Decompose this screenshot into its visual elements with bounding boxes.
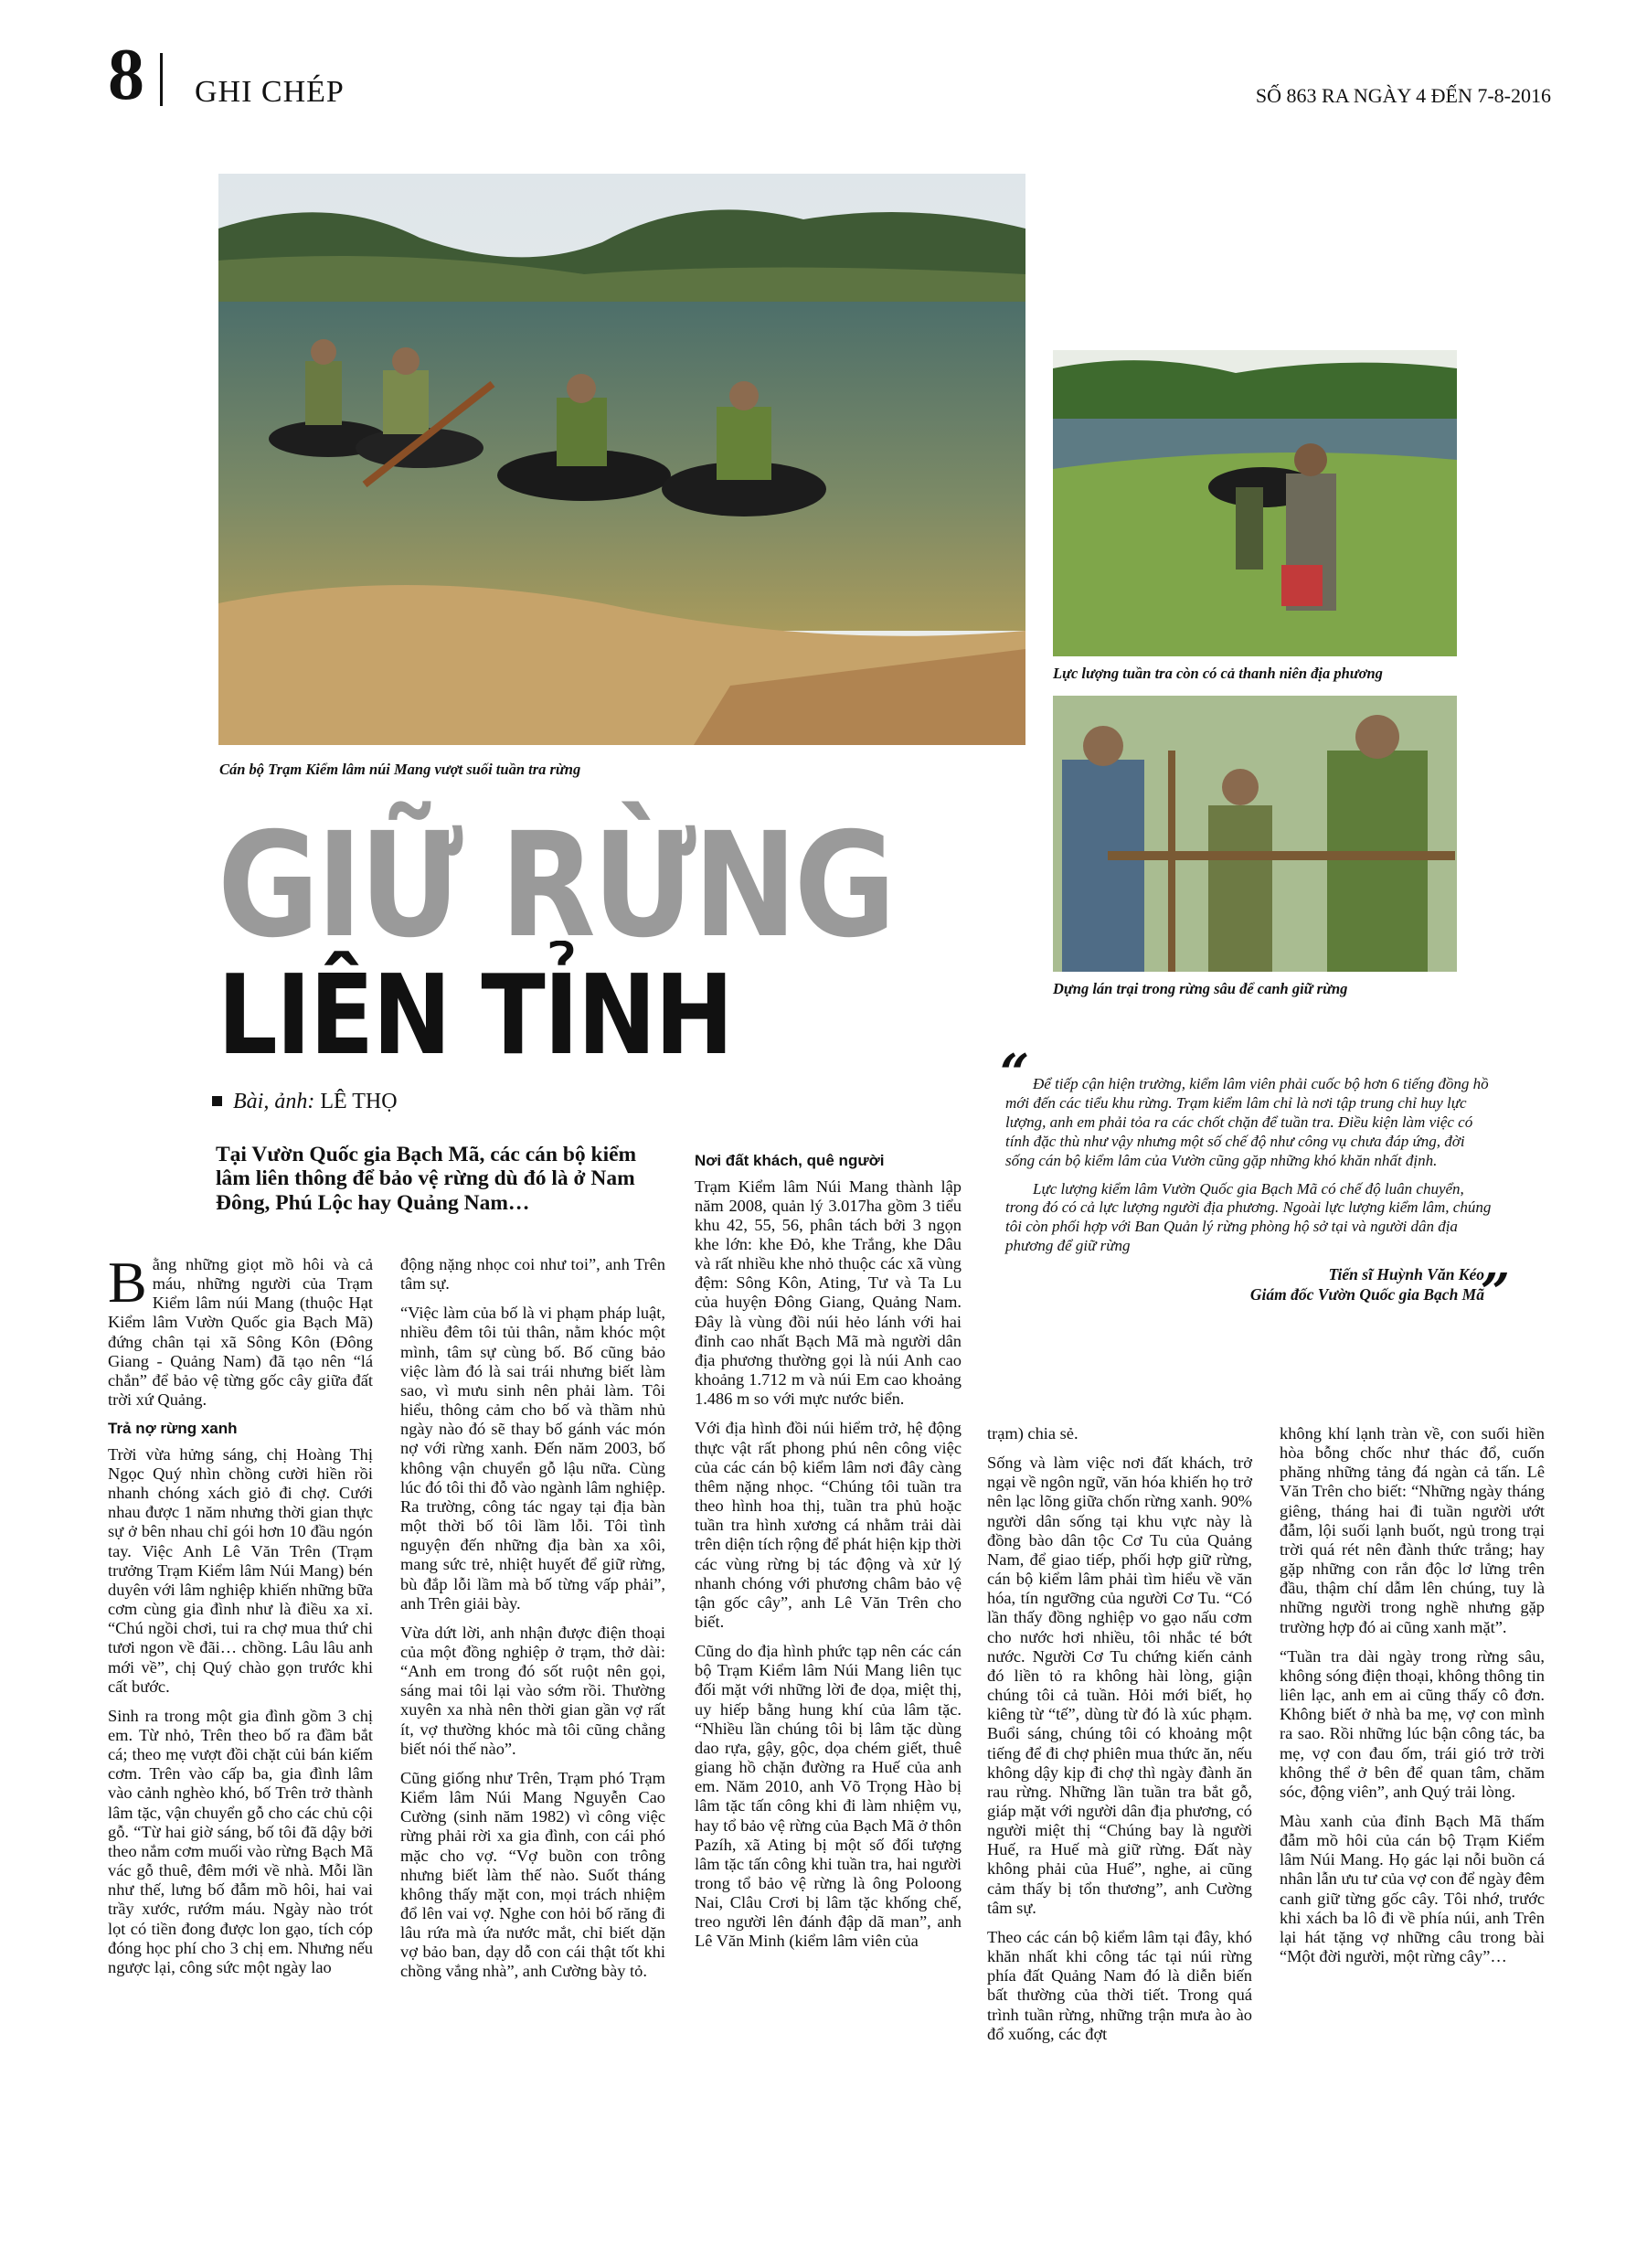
quote-signature [1005,1265,1484,1305]
paragraph: Với địa hình đồi núi hiểm trở, hệ động thực vật rất phong phú nên công việc của các cán bộ kiểm lâm nơi đây càng thêm nặng nhọc. “Chúng tôi tuần tra theo hình hoa thị, tuần tra phủ hoặc tuần tra hình xương cá nhằm trải dài trên diện tích rộng để phát hiện kịp thời các vùng rừng bị tác động và xử lý nhanh chóng với phương châm bảo vệ tận gốc cây”, anh Lê Văn Trên cho biết. [695,1419,962,1631]
article-column-2 [400,1255,665,1992]
pull-quote [1000,1043,1510,1323]
drop-cap: B [108,1250,147,1315]
photo-building-camp [1053,696,1457,972]
headline-line-2: LIÊN TỈNH [218,953,733,1080]
page-number: 8 [108,35,144,115]
article-column-3 [695,1148,962,1962]
byline-author: LÊ THỌ [320,1090,398,1113]
photo-building-camp-caption: Dựng lán trại trong rừng sâu để canh giữ rừng [1053,980,1348,997]
paragraph: Trời vừa hửng sáng, chị Hoàng Thị Ngọc Quý nhìn chồng cười hiền rồi nhanh chóng xách giỏ đi chợ. Cưới nhau được 1 năm nhưng thời gian thực sự ở bên nhau chỉ gói hơn 10 đầu ngón tay. Việc Anh Lê Văn Trên (Trạm trưởng Trạm Kiểm lâm Núi Mang) bén duyên với lâm nghiệp khiến những bữa cơm cùng gia đình như là điều xa xỉ. “Chú ngồi chơi, tui ra chợ mua thứ chi tươi ngon về đãi… chồng. Lâu lâu anh mới về”, chị Quý chào gọn trước khi cất bước. [108,1444,373,1696]
photo-young-locals-caption: Lực lượng tuần tra còn có cả thanh niên địa phương [1053,665,1383,682]
byline-square-icon [212,1096,222,1106]
article-column-4 [987,1424,1252,2054]
paragraph: “Việc làm của bố là vi phạm pháp luật, nhiều đêm tôi tủi thân, nằm khóc một mình, tâm sự cùng bố. Bố cũng bảo việc làm đó là sai trái nhưng biết làm sao, vì mưu sinh nên phải làm. Tôi hiểu, thông cảm cho bố và thầm nhủ ngày nào đó sẽ thay bố gánh vác món nợ với rừng xanh. Đến năm 2003, bố không vận chuyển gỗ lậu nữa. Cùng lúc đó tôi thi đỗ vào ngành lâm nghiệp. Ra trường, công tác ngay tại địa bàn một thời bố tôi lầm lỗi. Tôi tình nguyện đến những địa bàn xa xôi, mang sức trẻ, nhiệt huyết để giữ rừng, bù đắp lỗi lầm mà bố từng vấp phải”, anh Trên giải bày. [400,1304,665,1613]
main-photo-river-crossing [218,174,1025,745]
subheading: Trả nợ rừng xanh [108,1420,238,1438]
paragraph: trạm) chia sẻ. [987,1424,1079,1443]
byline-label: Bài, ảnh: [233,1090,315,1113]
photo-young-locals [1053,350,1457,656]
paragraph: Cũng do địa hình phức tạp nên các cán bộ Trạm Kiểm lâm Núi Mang liên tục đối mặt với những lời đe dọa, miệt thị, uy hiếp bằng hung khí của lâm tặc. “Nhiều lần chúng tôi bị lâm tặc dùng dao rựa, gậy, gộc, dọa chém giết, thuê giang hồ chặn đường ra Huế của anh em. Năm 2010, anh Võ Trọng Hào bị lâm tặc tấn công khi đi làm nhiệm vụ, hay tổ bảo vệ rừng của Bạch Mã ở thôn Pazíh, xã Ating bị một số đối tượng lâm tặc tấn công khi tuần tra, hai người trong tổ bảo vệ rừng là ông Poloong Nai, Clâu Crơi bị lâm tặc khống chế, treo người lên đánh đập dã man”, anh Lê Văn Minh (kiểm lâm viên của [695,1642,962,1951]
quote-paragraph: Để tiếp cận hiện trường, kiểm lâm viên phải cuốc bộ hơn 6 tiếng đồng hồ mới đến các tiểu khu rừng. Trạm kiểm lâm chỉ là nơi tập trung chỉ huy lực lượng, anh em phải tỏa ra các chốt chặn để tuần tra. Điều kiện làm việc có tính đặc thù như vậy nhưng một số chế độ như công vụ chưa đáp ứng, đời sống cán bộ kiểm lâm của Vườn cũng gặp những khó khăn nhất định. [1005,1075,1489,1169]
close-quote-icon: ” [1480,1262,1510,1323]
article-column-1 [108,1250,373,1987]
open-quote-icon: “ [1000,1043,1030,1103]
paragraph: ằng những giọt mồ hôi và cả máu, những người của Trạm Kiểm lâm núi Mang (thuộc Hạt Kiểm lâm Vườn Quốc gia Bạch Mã) đứng chân tại xã Sông Kôn (Đông Giang - Quảng Nam) đã tạo nên “lá chắn” để bảo vệ từng gốc cây giữa đất trời xứ Quảng. [108,1255,373,1410]
paragraph: Sinh ra trong một gia đình gồm 3 chị em. Từ nhỏ, Trên theo bố ra đầm bắt cá; theo mẹ vượt đồi chặt củi bán kiếm cơm. Trên vào cấp ba, gia đình lâm vào cảnh nghèo khó, bố Trên trở thành lâm tặc, vận chuyển gỗ cho các chủ cội gỗ. “Từ hai giờ sáng, bố tôi đã dậy bởi theo nắm cơm muối vào rừng Bạch Mã vác gỗ thuê, đêm mới về nhà. Mỗi lần như thế, lưng bố đẫm mồ hôi, hai vai trầy xước, rướm máu. Ngày nào trót lọt có tiền đong được lon gạo, tích cóp đóng học phí cho 3 chị em. Nhưng nếu ngược lại, công sức một ngày lao [108,1706,373,1976]
article-column-5 [1280,1424,1545,1976]
paragraph: Cũng giống như Trên, Trạm phó Trạm Kiểm lâm Núi Mang Nguyễn Cao Cường (sinh năm 1982) vì công việc rừng phải rời xa gia đình, con cái phó mặc cho vợ. “Vợ buồn con trông nhưng biết làm thế nào. Suốt tháng không thấy mặt con, mọi trách nhiệm đổ lên vai vợ. Nghe con hỏi bố răng đi lâu rứa mà ứa nước mắt, chỉ biết dặn vợ bảo ban, dạy dỗ con cái thật tốt khi chồng vắng nhà”, anh Cường bày tỏ. [400,1768,665,1981]
header-divider [160,53,163,106]
paragraph: Theo các cán bộ kiểm lâm tại đây, khó khăn nhất khi công tác tại núi rừng phía đất Quảng Nam đó là diễn biến bất thường của thời tiết. Trong quá trình tuần rừng, những trận mưa ào ào đổ xuống, các đợt [987,1927,1252,2043]
lead-paragraph: Tại Vườn Quốc gia Bạch Mã, các cán bộ kiểm lâm liên thông để bảo vệ rừng dù đó là ở Nam Đông, Phú Lộc hay Quảng Nam… [216,1143,637,1215]
paragraph: không khí lạnh tràn về, con suối hiền hòa bỗng chốc như thác đổ, cuốn phăng những tảng đá ngàn cả tấn. Lê Văn Trên cho biết: “Những ngày tháng giêng, tháng hai đi tuần người ướt đẫm, lội suối lạnh buốt, ngủ trong trại trời quá rét nên đành thức trắng; hay gặp những con rắn độc lơ lửng trên đầu, thậm chí dẫm lên chúng, tuy là những người trong nghề nhưng gặp trường hợp đó ai cũng xanh mặt”. [1280,1424,1545,1636]
paragraph: động nặng nhọc coi như toi”, anh Trên tâm sự. [400,1255,665,1294]
quote-author-title: Giám đốc Vườn Quốc gia Bạch Mã [1249,1285,1484,1304]
quote-author-name: Tiến sĩ Huỳnh Văn Kéo [1328,1265,1484,1284]
paragraph: Sống và làm việc nơi đất khách, trở ngại về ngôn ngữ, văn hóa khiến họ trở nên lạc lõng giữa chốn rừng xanh. 90% người dân sống tại khu vực này là đồng bào dân tộc Cơ Tu của Quảng Nam, để giao tiếp, phối hợp giữ rừng, cán bộ kiểm lâm phải tìm hiểu về văn hóa, tín ngưỡng của người Cơ Tu. “Có lần thấy đồng nghiệp vo gạo nấu cơm cho nước hơi nhiều, tôi nhắc té bớt nước. Người Cơ Tu chứng kiến cảnh đó liền tỏ ra không hài lòng, giận chúng tôi cả tuần. Hỏi mới biết, họ kiêng từ “tế”, dùng từ đó là xúc phạm. Buổi sáng, chúng tôi có khoảng một tiếng để đi chợ phiên mua thức ăn, nếu không dậy kịp đi chợ thì ngày đành ăn rau rừng. Những lần tuần tra bắt gỗ, giáp mặt với người dân địa phương, có người miệt thị “Chúng bay là người Huế, ra Huế mà giữ rừng. Đất này không phải của Huế”, nghe, ai cũng cảm thấy bị tổn thương”, anh Cường tâm sự. [987,1453,1252,1917]
paragraph: Vừa dứt lời, anh nhận được điện thoại của một đồng nghiệp ở trạm, thở dài: “Anh em trong đó sốt ruột nên gọi, sáng mai tôi lại vào sớm rồi. Thường xuyên xa nhà nên thời gian gần vợ rất ít, vợ thường khóc mà tôi cũng chẳng biết nói thế nào”. [400,1623,665,1758]
byline [212,1090,398,1114]
paragraph: Màu xanh của đỉnh Bạch Mã thấm đẫm mồ hôi của cán bộ Trạm Kiểm lâm Núi Mang. Họ gác lại nỗi buồn cá nhân lẫn ưu tư của vợ con để ngày đêm canh giữ từng gốc cây. Tôi nhớ, trước khi xách ba lô đi về phía núi, anh Trên lại hát tặng vợ những câu trong bài “Một đời người, một rừng cây”… [1280,1811,1545,1966]
section-title: GHI CHÉP [195,75,345,109]
subheading: Nơi đất khách, quê người [695,1152,885,1169]
main-photo-caption: Cán bộ Trạm Kiểm lâm núi Mang vượt suối tuần tra rừng [219,761,581,778]
headline-line-1: GIỮ RỪNG [218,802,893,970]
quote-paragraph: Lực lượng kiểm lâm Vườn Quốc gia Bạch Mã có chế độ luân chuyển, trong đó có cả lực lượng người địa phương. Ngoài lực lượng kiểm lâm, chúng tôi còn phối hợp với Ban Quản lý rừng phòng hộ sở tại và người dân địa phương để giữ rừng [1005,1179,1492,1255]
paragraph: Trạm Kiểm lâm Núi Mang thành lập năm 2008, quản lý 3.017ha gồm 3 tiểu khu 42, 55, 56, phân tách bởi 3 ngọn khe lớn: khe Đỏ, khe Trắng, khe Dâu và rất nhiều khe nhỏ thuộc các xã vùng đệm: Sông Kôn, Ating, Tư và Ta Lu của huyện Đông Giang, Quảng Nam. Đây là vùng đồi núi hẻo lánh với hai đỉnh cao nhất Bạch Mã mà người dân địa phương thường gọi là núi Anh cao khoảng 1.712 m và núi Em cao khoảng 1.486 m so với mực nước biển. [695,1177,962,1409]
paragraph: “Tuần tra dài ngày trong rừng sâu, không sóng điện thoại, không thông tin liên lạc, anh em ai cũng thấy cô đơn. Không biết ở nhà ba mẹ, vợ con mình ra sao. Rồi những lúc bận công tác, ba mẹ, vợ con đau ốm, trái gió trở trời không thể ở bên để quan tâm, chăm sóc, động viên”, anh Quý trải lòng. [1280,1646,1545,1801]
issue-info: SỐ 863 RA NGÀY 4 ĐẾN 7-8-2016 [1255,84,1551,107]
